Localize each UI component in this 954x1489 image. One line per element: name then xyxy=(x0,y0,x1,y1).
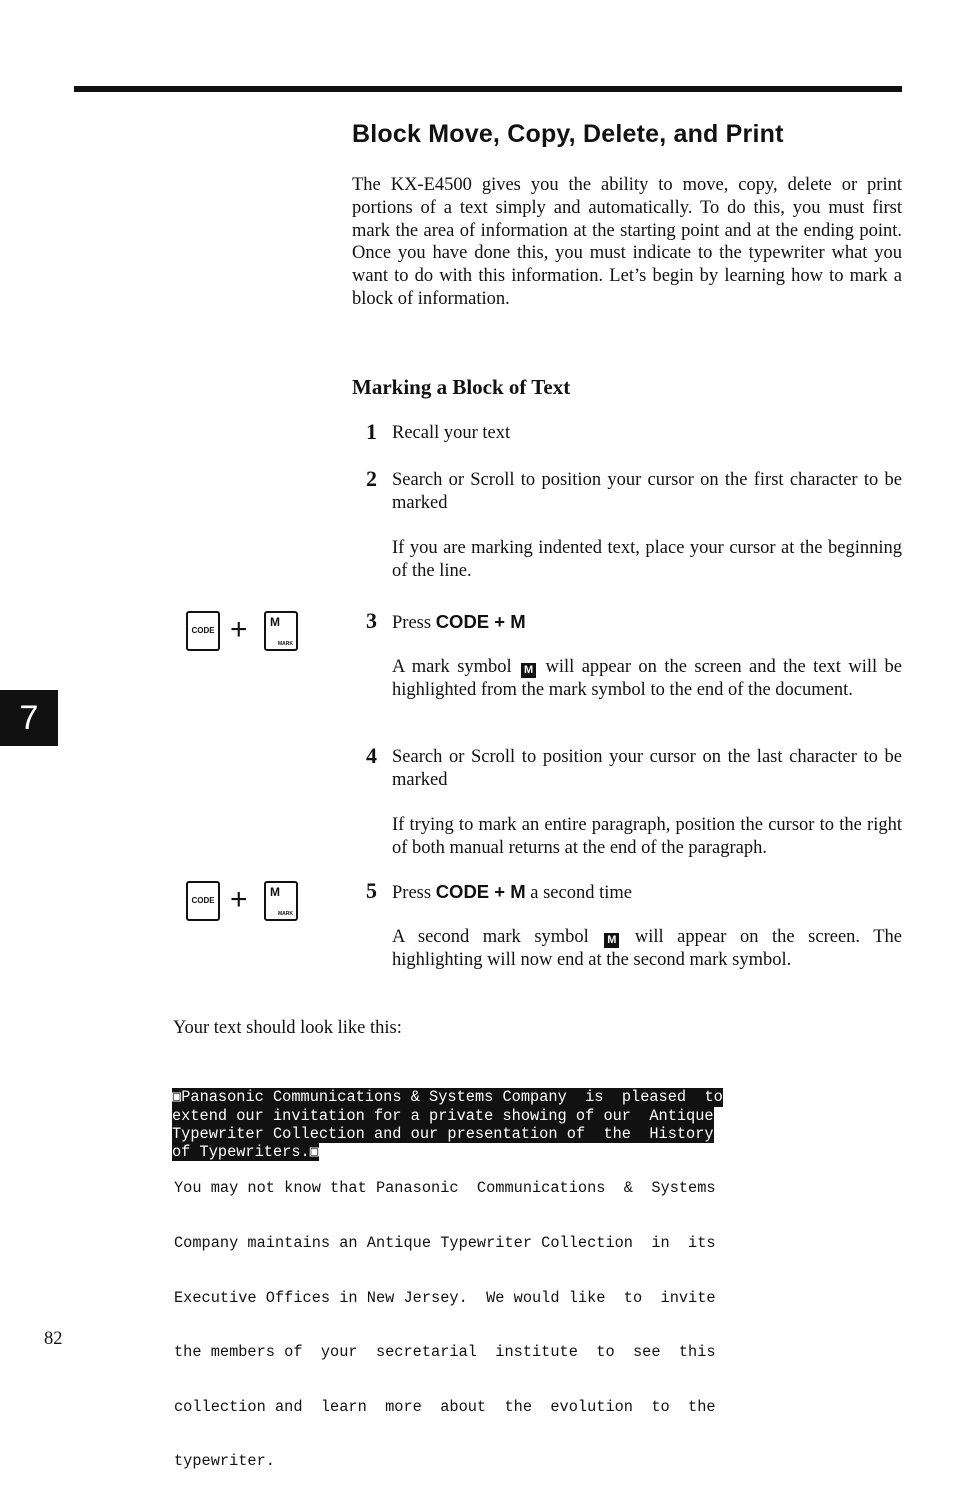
step-4-number: 4 xyxy=(366,743,377,768)
plain-line: Executive Offices in New Jersey. We would like to invite xyxy=(174,1288,716,1307)
step-3-keys: CODE + M xyxy=(435,611,526,632)
plain-sample-text xyxy=(174,1143,716,1489)
step-2-number: 2 xyxy=(366,466,377,491)
highlighted-line: ▣Panasonic Communications & Systems Company is pleased to xyxy=(172,1088,723,1107)
step-1-number: 1 xyxy=(366,419,377,444)
code-key-icon: CODE xyxy=(186,881,220,921)
plain-line: typewriter. xyxy=(174,1452,275,1471)
code-key-icon: CODE xyxy=(186,611,220,651)
plain-line: You may not know that Panasonic Communications & Systems xyxy=(174,1179,716,1198)
step-1-text: Recall your text xyxy=(392,423,511,443)
step-4-text: Search or Scroll to position your cursor on the last character to be marked xyxy=(392,747,902,790)
step-5-number: 5 xyxy=(366,878,377,903)
sample-intro: Your text should look like this: xyxy=(173,1018,402,1038)
highlighted-line: Typewriter Collection and our presentation of the History xyxy=(172,1124,714,1143)
step-5-text: Press CODE + M a second time xyxy=(392,881,632,903)
step-3-number: 3 xyxy=(366,608,377,633)
step-3-note: A mark symbol M will appear on the screen and the text will be highlighted from the mark symbol to the end of the document. xyxy=(392,657,902,700)
top-rule xyxy=(74,86,902,92)
page-title: Block Move, Copy, Delete, and Print xyxy=(352,120,784,148)
page-number: 82 xyxy=(44,1329,63,1349)
section-heading: Marking a Block of Text xyxy=(352,375,571,399)
mark-symbol-icon: M xyxy=(521,663,536,678)
plus-sign: + xyxy=(230,613,248,646)
plain-line: collection and learn more about the evolution to the xyxy=(174,1397,716,1416)
highlighted-line: of Typewriters.▣ xyxy=(172,1143,319,1162)
plain-line: the members of your secretarial institute to see this xyxy=(174,1343,716,1362)
m-key-icon: M MARK xyxy=(264,881,298,921)
mark-symbol-icon: M xyxy=(604,933,619,948)
step-5-keys: CODE + M xyxy=(435,881,526,902)
chapter-tab: 7 xyxy=(0,690,58,746)
m-key-icon: M MARK xyxy=(264,611,298,651)
step-4-note: If trying to mark an entire paragraph, position the cursor to the right of both manual returns at the end of the paragraph. xyxy=(392,815,902,858)
step-5-note: A second mark symbol M will appear on the screen. The highlighting will now end at the second mark symbol. xyxy=(392,927,902,970)
plus-sign: + xyxy=(230,883,248,916)
step-2-text: Search or Scroll to position your cursor on the first character to be marked xyxy=(392,470,902,513)
highlighted-line: extend our invitation for a private showing of our Antique xyxy=(172,1106,714,1125)
plain-line: Company maintains an Antique Typewriter Collection in its xyxy=(174,1234,716,1253)
step-3-text: Press CODE + M xyxy=(392,611,526,633)
intro-paragraph: The KX-E4500 gives you the ability to move, copy, delete or print portions of a text simply and automatically. To do this, you must first mark the area of information at the starting point and at the ending point. Once you have done this, you must indicate to the typewriter what you want to do with this information. Let’s begin by learning how to mark a block of information. xyxy=(352,175,902,309)
step-2-note: If you are marking indented text, place your cursor at the beginning of the line. xyxy=(392,538,902,581)
